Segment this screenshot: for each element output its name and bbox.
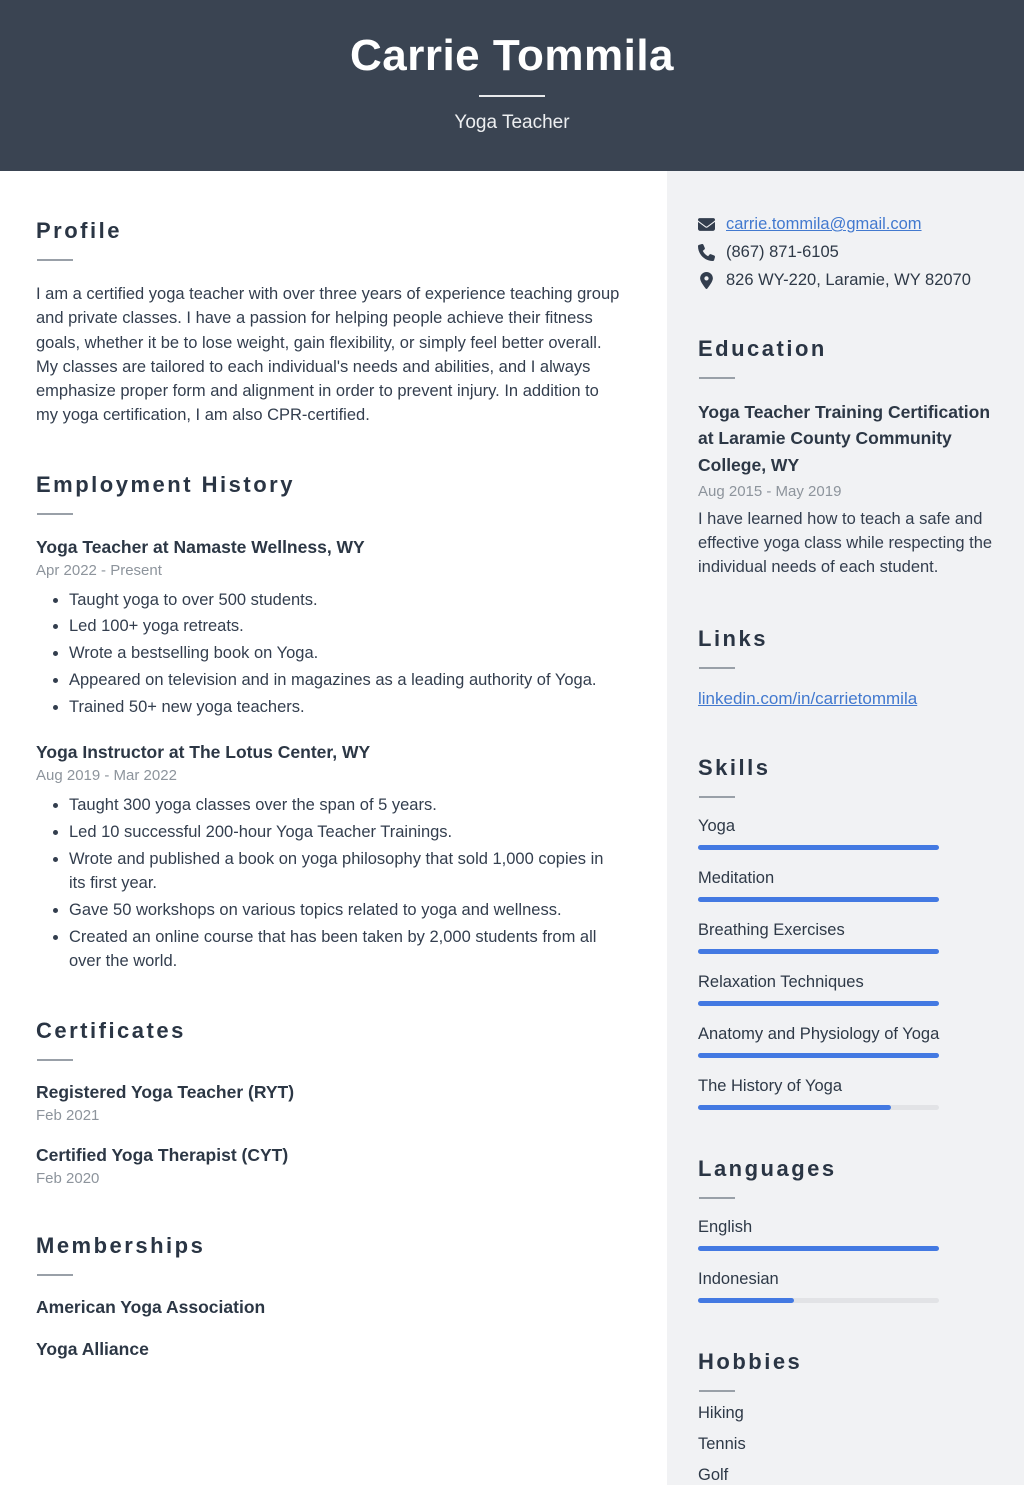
languages-section <box>698 1156 996 1303</box>
meter-item <box>698 1025 996 1058</box>
resume-header <box>0 0 1024 171</box>
phone-icon <box>698 244 715 261</box>
job-bullet: • Taught yoga to over 500 students. <box>69 589 621 613</box>
meter-item <box>698 973 996 1006</box>
profile-text: I am a certified yoga teacher with over three years of experience teaching group and private classes. I have a passion for helping people achieve their fitness goals, whether it be to lose weight, gain flexibility, or simply feel better overall. My classes are tailored to each individual's needs and abilities, and I always emphasize proper form and alignment in order to prevent injury. In addition to my yoga certification, I am also CPR-certified. <box>36 285 620 425</box>
meter-bar-track <box>698 1298 939 1303</box>
meter-item <box>698 1218 996 1251</box>
meter-label: Yoga <box>698 816 736 835</box>
candidate-title: Yoga Teacher <box>454 112 570 133</box>
job-bullet: • Wrote and published a book on yoga philosophy that sold 1,000 copies in its first year. <box>69 848 621 896</box>
job-dates: Apr 2022 - Present <box>36 561 162 579</box>
meter-bar-track <box>698 1105 939 1110</box>
candidate-name: Carrie Tommila <box>349 31 675 80</box>
employment-section <box>36 472 621 974</box>
meter-bar-fill <box>698 1298 794 1303</box>
meter-item <box>698 817 996 850</box>
education-heading: Education <box>698 336 827 361</box>
profile-section <box>36 218 621 428</box>
address-text: 826 WY-220, Laramie, WY 82070 <box>726 271 971 289</box>
sidebar-column <box>667 171 1024 1485</box>
memberships-heading: Memberships <box>36 1232 206 1258</box>
contact-address-row <box>698 271 996 290</box>
job-bullet: • Created an online course that has been taken by 2,000 students from all over the world. <box>69 926 621 974</box>
certificate-date: Feb 2020 <box>36 1169 100 1187</box>
skills-heading: Skills <box>698 754 771 780</box>
membership-item: Yoga Alliance <box>36 1338 149 1359</box>
certificates-section <box>36 1018 621 1187</box>
hobby-item: Golf <box>698 1465 729 1484</box>
meter-bar-track <box>698 949 939 954</box>
linkedin-link[interactable]: linkedin.com/in/carrietommila <box>698 688 918 708</box>
job-bullet: • Wrote a bestselling book on Yoga. <box>69 642 621 666</box>
hobby-item: Tennis <box>698 1434 746 1453</box>
meter-bar-track <box>698 1053 939 1058</box>
contact-email-row <box>698 215 996 234</box>
meter-label: English <box>698 1217 753 1236</box>
meter-bar-fill <box>698 845 939 850</box>
links-section <box>698 626 996 709</box>
education-section <box>698 336 996 580</box>
meter-bar-fill <box>698 1105 891 1110</box>
job-bullet: • Led 10 successful 200-hour Yoga Teacher Trainings. <box>69 821 621 845</box>
main-column <box>0 171 667 1485</box>
education-dates: Aug 2015 - May 2019 <box>698 482 842 500</box>
education-description: I have learned how to teach a safe and effective yoga class while respecting the individual needs of each student. <box>698 509 993 577</box>
certificate-entry <box>36 1082 621 1124</box>
meter-label: Anatomy and Physiology of Yoga <box>698 1024 940 1043</box>
hobbies-heading: Hobbies <box>698 1348 803 1374</box>
meter-bar-fill <box>698 1246 939 1251</box>
meter-bar-fill <box>698 949 939 954</box>
location-pin-icon <box>698 272 715 289</box>
employment-heading: Employment History <box>36 471 295 497</box>
meter-bar-track <box>698 845 939 850</box>
certificate-date: Feb 2021 <box>36 1106 100 1124</box>
skills-list <box>698 817 996 1110</box>
job-bullet-list <box>36 794 621 973</box>
envelope-icon <box>698 216 715 233</box>
section-divider <box>699 1390 735 1392</box>
section-divider <box>699 796 735 798</box>
membership-list <box>36 1297 621 1360</box>
memberships-section <box>36 1233 621 1360</box>
meter-label: Indonesian <box>698 1269 779 1288</box>
job-bullet: • Taught 300 yoga classes over the span of 5 years. <box>69 794 621 818</box>
phone-number: (867) 871-6105 <box>726 243 839 261</box>
meter-label: Meditation <box>698 868 775 887</box>
section-divider <box>37 259 73 261</box>
meter-label: Relaxation Techniques <box>698 972 864 991</box>
membership-item: American Yoga Association <box>36 1296 266 1317</box>
hobbies-list <box>698 1404 996 1485</box>
meter-bar-track <box>698 1246 939 1251</box>
meter-label: The History of Yoga <box>698 1076 843 1095</box>
section-divider <box>37 1274 73 1276</box>
meter-bar-track <box>698 1001 939 1006</box>
header-divider <box>479 95 545 97</box>
section-divider <box>699 377 735 379</box>
meter-bar-track <box>698 897 939 902</box>
section-divider <box>37 513 73 515</box>
meter-item <box>698 921 996 954</box>
meter-item <box>698 1270 996 1303</box>
job-bullet: • Appeared on television and in magazines as a leading authority of Yoga. <box>69 669 621 693</box>
skills-section <box>698 755 996 1110</box>
languages-list <box>698 1218 996 1303</box>
certificate-title: Registered Yoga Teacher (RYT) <box>36 1081 295 1102</box>
job-bullet: • Led 100+ yoga retreats. <box>69 615 621 639</box>
contact-section <box>698 215 996 290</box>
meter-item <box>698 1077 996 1110</box>
certificate-entry <box>36 1145 621 1187</box>
certificates-heading: Certificates <box>36 1017 186 1043</box>
section-divider <box>37 1059 73 1061</box>
contact-phone-row <box>698 243 996 262</box>
hobbies-section <box>698 1349 996 1485</box>
job-title: Yoga Teacher at Namaste Wellness, WY <box>36 536 365 557</box>
job-dates: Aug 2019 - Mar 2022 <box>36 767 177 785</box>
meter-label: Breathing Exercises <box>698 920 845 939</box>
links-heading: Links <box>698 625 768 651</box>
job-entry <box>36 537 621 721</box>
links-list <box>698 669 996 709</box>
meter-item <box>698 869 996 902</box>
job-bullet-list <box>36 589 621 721</box>
section-divider <box>699 1197 735 1199</box>
job-title: Yoga Instructor at The Lotus Center, WY <box>36 742 371 763</box>
profile-heading: Profile <box>36 218 122 243</box>
meter-bar-fill <box>698 897 939 902</box>
job-bullet: • Gave 50 workshops on various topics related to yoga and wellness. <box>69 899 621 923</box>
languages-heading: Languages <box>698 1155 837 1181</box>
hobby-item: Hiking <box>698 1403 744 1422</box>
meter-bar-fill <box>698 1053 939 1058</box>
job-entry <box>36 742 621 973</box>
certificate-title: Certified Yoga Therapist (CYT) <box>36 1144 289 1165</box>
email-link[interactable]: carrie.tommila@gmail.com <box>726 215 922 233</box>
job-bullet: • Trained 50+ new yoga teachers. <box>69 696 621 720</box>
meter-bar-fill <box>698 1001 939 1006</box>
education-degree: Yoga Teacher Training Certification at Laramie County Community College, WY <box>698 402 991 475</box>
